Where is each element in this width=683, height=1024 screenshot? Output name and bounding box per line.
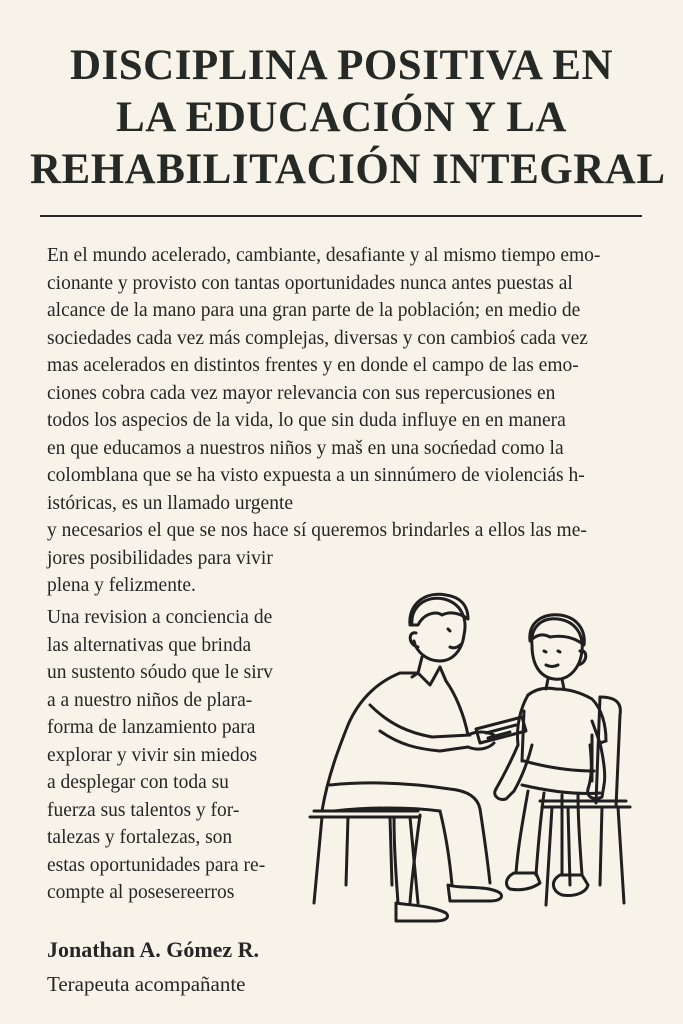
title-line: LA EDUCACIÓN Y LA <box>116 94 567 141</box>
paragraph-line: un sustento sóudo que le sirv <box>47 662 273 683</box>
title-line: DISCIPLINA POSITIVA EN <box>69 42 614 89</box>
paragraph-line: jores posibilidades para vivir <box>47 547 273 569</box>
adult-chair <box>310 811 420 903</box>
paragraph-line: estas oportunidades para re- <box>47 854 266 876</box>
page-title <box>30 40 666 196</box>
paragraph-line: todos los aspecios de la vida, lo que sin duda influye en en manera <box>47 410 566 431</box>
paragraph-line: talezas y fortalezas, son <box>47 827 233 848</box>
paragraph-line: explorar y vivir sin miedos <box>47 744 258 766</box>
paragraph-line: colomblana que se ha visto expuesta a un sinnúmero de violenciás h- <box>47 465 585 486</box>
title-divider <box>40 215 642 217</box>
author-role: Terapeuta acompañante <box>47 972 246 996</box>
paragraph-line: cionante y provisto con tantas oportunidades nunca antes puestas al <box>47 272 573 294</box>
paragraph-line: a a nuestro niños de plara- <box>47 689 253 711</box>
paragraph-line: alcance de la mano para una gran parte de la población; en medio de <box>47 300 581 321</box>
paragraph-line: plena y felizmente. <box>47 575 196 596</box>
paragraph-line: En el mundo acelerado, cambiante, desafiante y al mismo tiempo emo- <box>47 245 601 266</box>
author-name: Jonathan A. Gómez R. <box>47 937 260 962</box>
paragraph-line: ciones cobra cada vez mayor relevancia con sus repercusiones en <box>47 382 556 404</box>
paragraph-line: istóricas, es un llamado urgente <box>47 492 294 514</box>
paragraph-line: en que educamos a nuestros niños y maš en una socńedad como la <box>47 437 564 459</box>
paragraph-line: a desplegar con toda su <box>47 772 229 793</box>
paragraph-line: forma de lanzamiento para <box>47 717 256 738</box>
paragraph-line: sociedades cada vez más complejas, diversas y con cambioś cada vez <box>47 327 588 349</box>
child-chair <box>540 697 630 905</box>
column-paragraph <box>47 604 317 907</box>
paragraph-line: mas acelerados en distintos frentes y en donde el campo de las emo- <box>47 355 579 376</box>
paragraph-line: fuerza sus talentos y for- <box>47 799 240 821</box>
paragraph-line: las alternativas que brinda <box>47 634 252 656</box>
title-line: REHABILITACIÓN INTEGRAL <box>30 146 666 193</box>
adult-figure <box>322 594 526 921</box>
paragraph-line: compte al posesereerros <box>47 882 235 903</box>
therapist-with-child-illustration <box>300 585 645 930</box>
paragraph-line: y necesarios el que se nos hace sí queremos brindarles a ellos las me- <box>47 520 587 541</box>
paragraph-line: Una revision a conciencia de <box>47 607 273 628</box>
intro-paragraph <box>47 242 647 600</box>
